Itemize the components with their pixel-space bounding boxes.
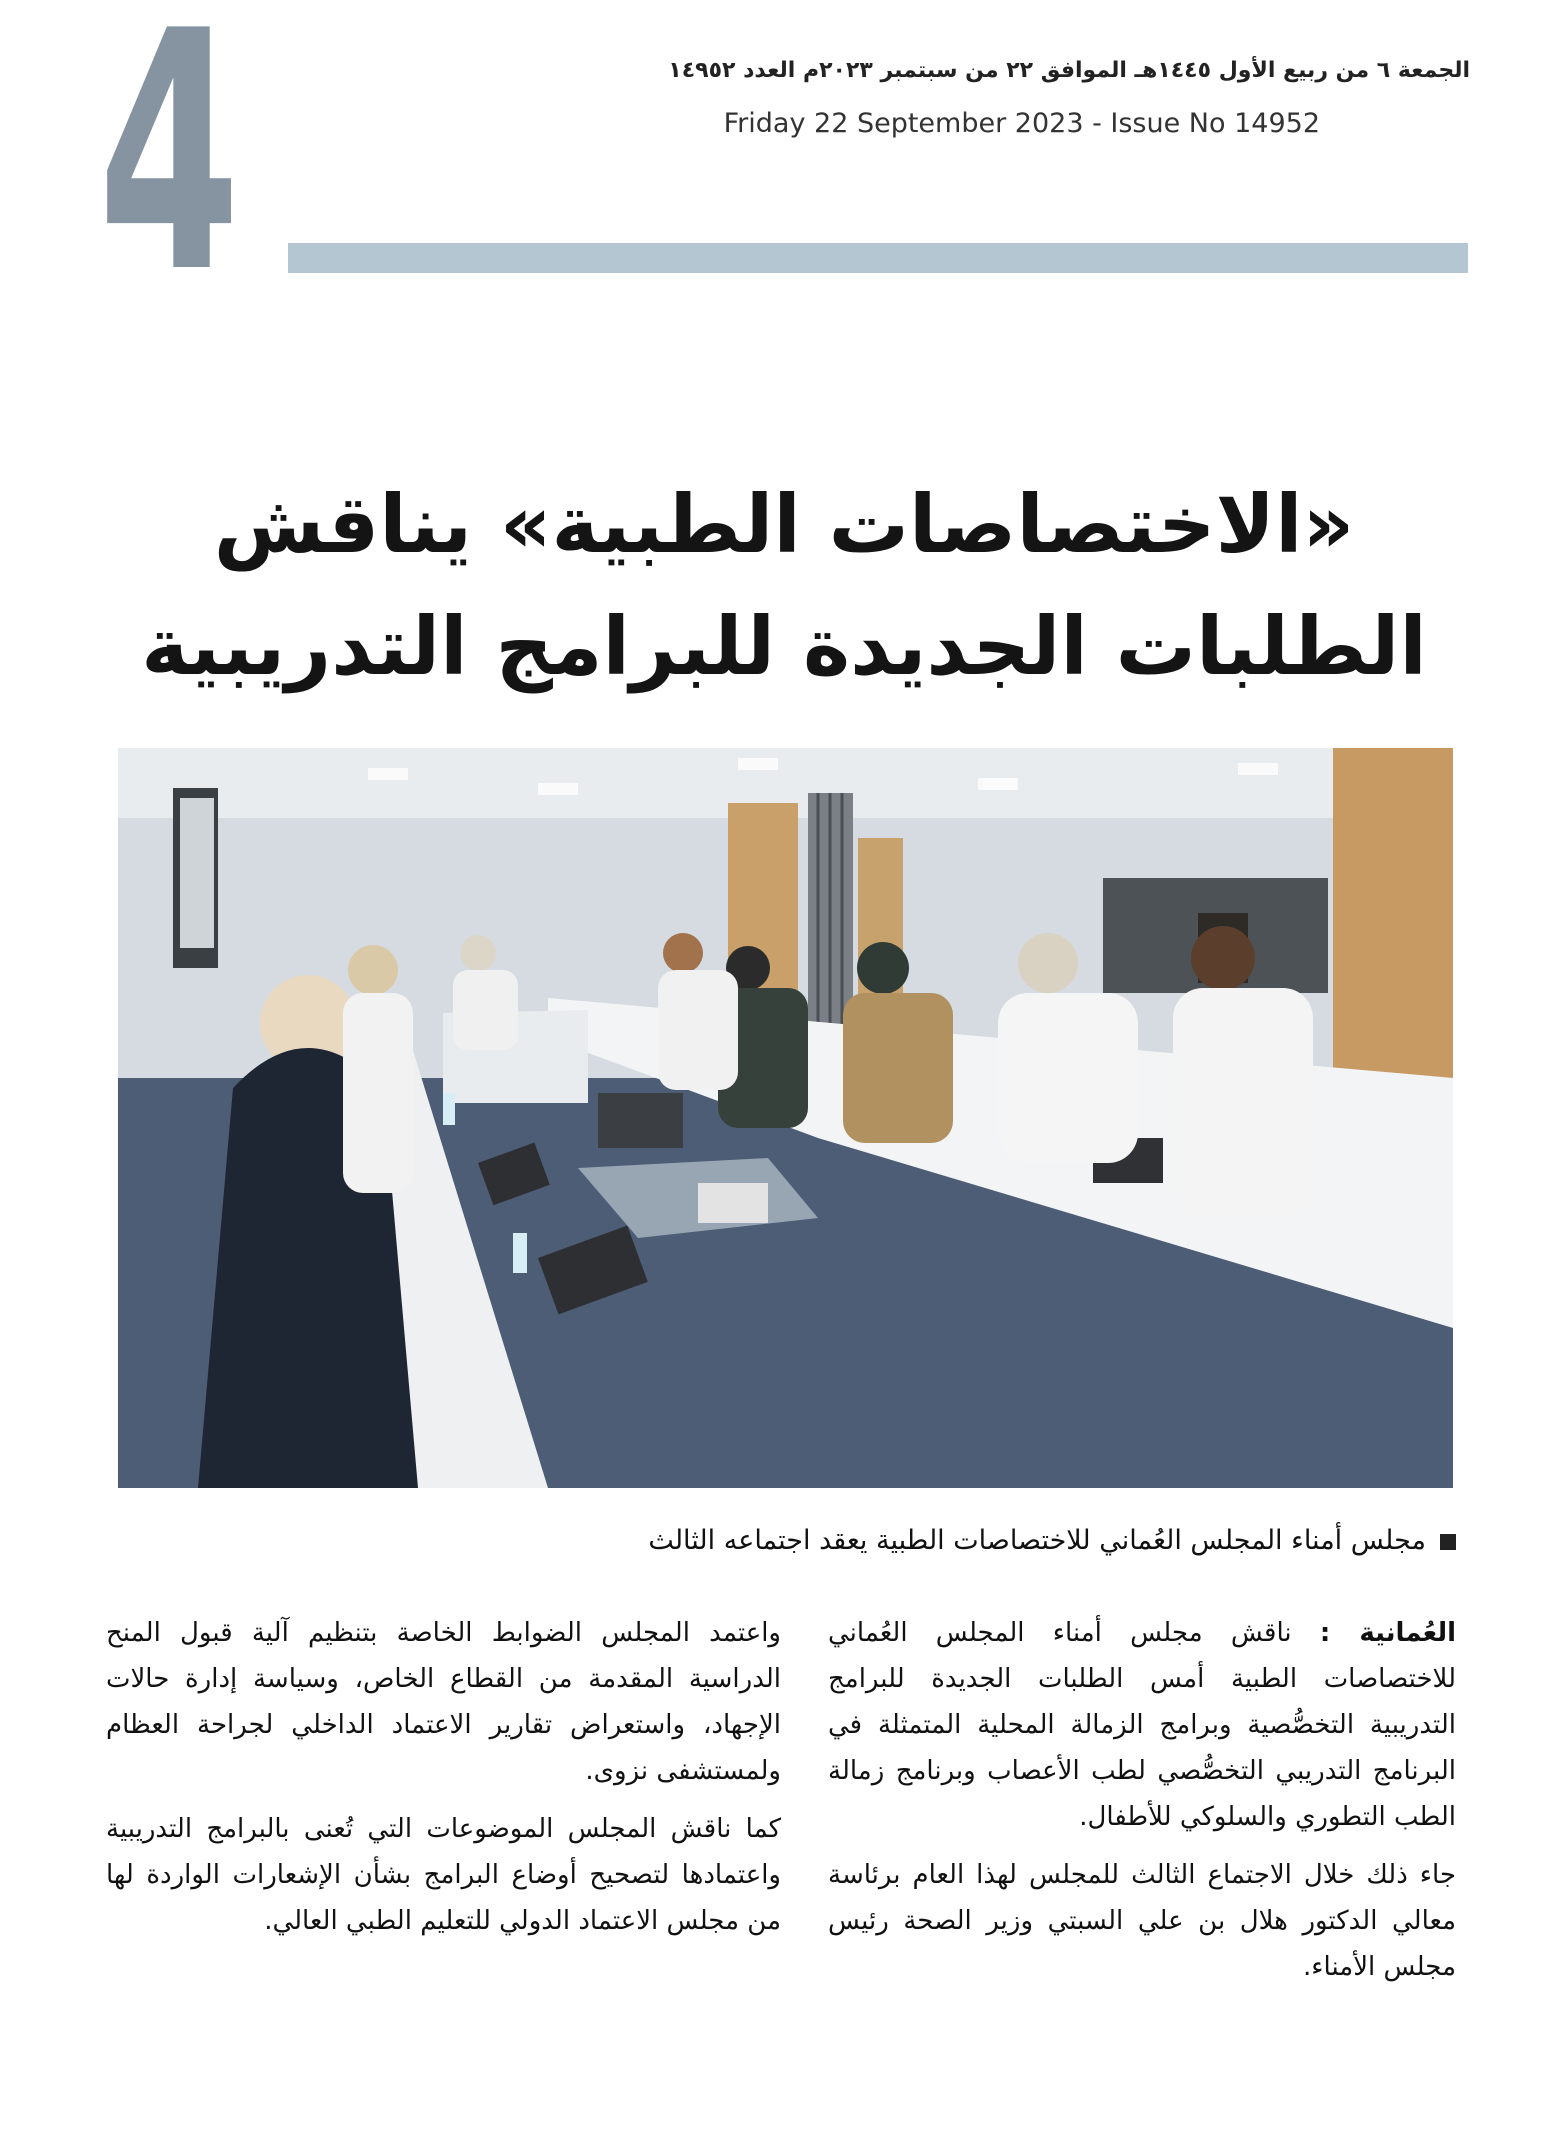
- issue-date-english: Friday 22 September 2023 - Issue No 14952: [723, 108, 1320, 139]
- page-number: 4: [98, 0, 235, 345]
- headline-line-1: «الاختصاصات الطبية» يناقش: [213, 478, 1355, 571]
- photo-caption: [156, 1525, 1456, 1556]
- news-agency-label: العُمانية :: [1319, 1618, 1457, 1648]
- article-column-right: [828, 1610, 1456, 2002]
- article-column-left: [106, 1610, 781, 1956]
- issue-date-arabic: الجمعة ٦ من ربيع الأول ١٤٤٥هـ الموافق ٢٢ من سبتمبر ٢٠٢٣م العدد ١٤٩٥٢: [668, 58, 1470, 83]
- photo-caption-text: مجلس أمناء المجلس العُماني للاختصاصات الطبية يعقد اجتماعه الثالث: [648, 1525, 1426, 1556]
- meeting-photo: [118, 748, 1453, 1488]
- article-paragraph-2: جاء ذلك خلال الاجتماع الثالث للمجلس لهذا العام برئاسة معالي الدكتور هلال بن علي السبتي وزير الصحة رئيس مجلس الأمناء.: [828, 1860, 1456, 1982]
- article-paragraph-3: واعتمد المجلس الضوابط الخاصة بتنظيم آلية قبول المنح الدراسية المقدمة من القطاع الخاص، وسياسة إدارة حالات الإجهاد، واستعراض تقارير الاعتماد الداخلي لجراحة العظام ولمستشفى نزوى.: [106, 1618, 781, 1786]
- article-paragraph-1: [828, 1610, 1456, 1840]
- caption-bullet: [1440, 1534, 1456, 1550]
- article-paragraph-1-text: ناقش مجلس أمناء المجلس العُماني للاختصاصات الطبية أمس الطلبات الجديدة للبرامج التدريبية التخصُّصية وبرامج الزمالة المحلية المتمثلة في البرنامج التدريبي التخصُّصي لطب الأعصاب وبرنامج زمالة الطب التطوري والسلوكي للأطفال.: [828, 1618, 1456, 1832]
- headline-line-2: الطلبات الجديدة للبرامج التدريبية: [141, 600, 1427, 693]
- meeting-photo-illustration: [118, 748, 1453, 1488]
- header-rule: [288, 243, 1468, 273]
- article-paragraph-4: كما ناقش المجلس الموضوعات التي تُعنى بالبرامج التدريبية واعتمادها لتصحيح أوضاع البرامج بشأن الإشعارات الواردة لها من مجلس الاعتماد الدولي للتعليم الطبي العالي.: [106, 1814, 781, 1936]
